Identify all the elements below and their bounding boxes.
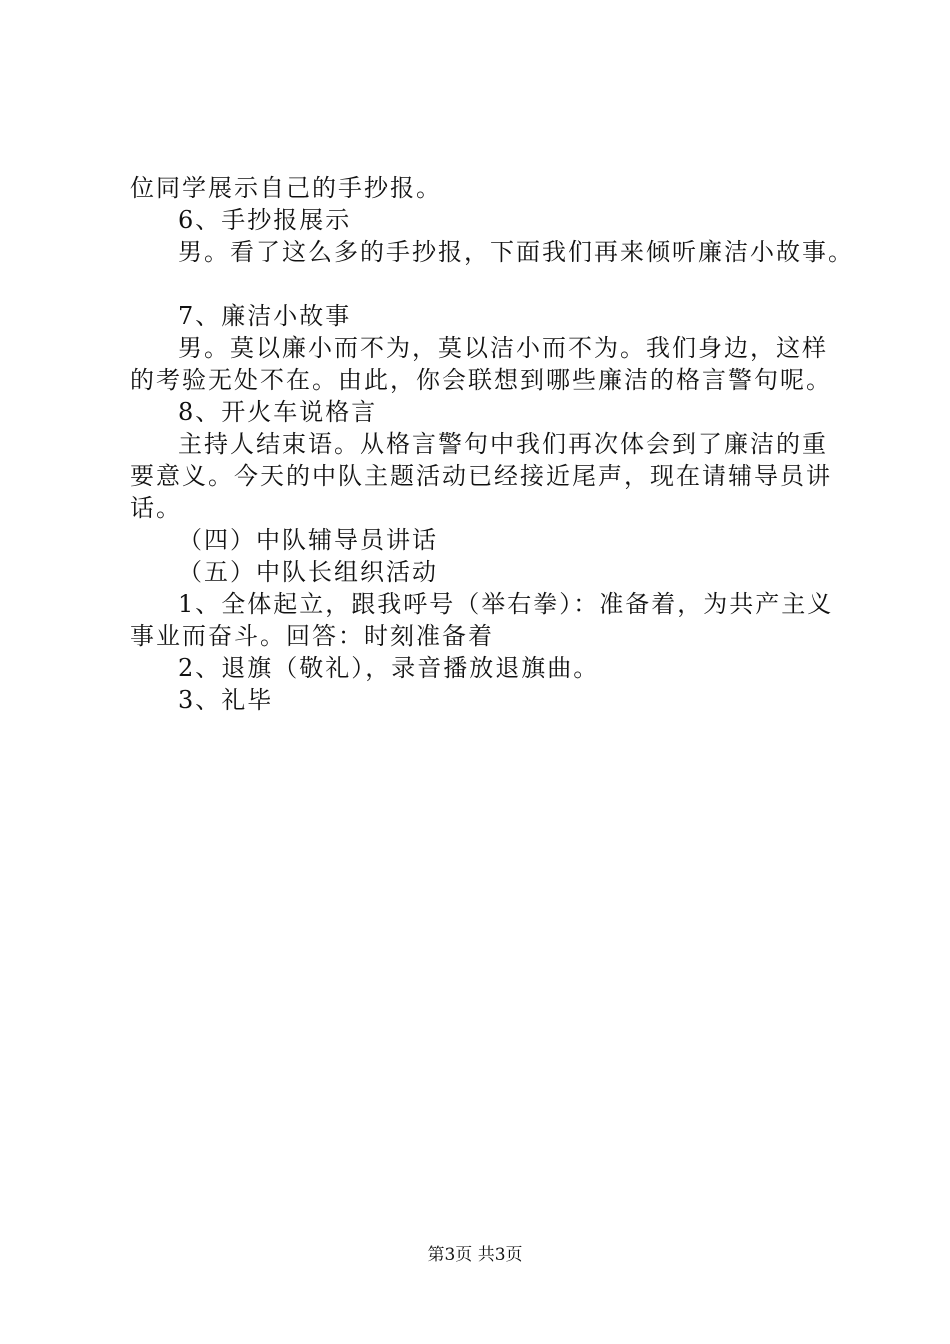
text-line-17: 3、礼毕 [178,686,274,714]
text-line-11: 话。 [130,494,182,522]
text-line-16: 2、退旗（敬礼），录音播放退旗曲。 [178,654,600,682]
text-line-2: 6、手抄报展示 [178,206,352,234]
blank-line [130,268,835,300]
text-line-10: 要意义。今天的中队主题活动已经接近尾声，现在请辅导员讲 [130,462,832,490]
text-line-5: 7、廉洁小故事 [178,302,352,330]
text-line-9: 主持人结束语。从格言警句中我们再次体会到了廉洁的重 [178,430,828,458]
text-line-6: 男。莫以廉小而不为，莫以洁小而不为。我们身边，这样 [178,334,828,362]
text-line-13: （五）中队长组织活动 [178,558,438,586]
text-line-7: 的考验无处不在。由此，你会联想到哪些廉洁的格言警句呢。 [130,366,832,394]
document-body [130,172,854,716]
text-line-8: 8、开火车说格言 [178,398,378,426]
page-number-footer: 第3页 共3页 [427,1245,523,1265]
text-line-1: 位同学展示自己的手抄报。 [130,174,442,202]
text-line-15: 事业而奋斗。回答：时刻准备着 [130,622,494,650]
text-line-12: （四）中队辅导员讲话 [178,526,438,554]
text-line-14: 1、全体起立，跟我呼号（举右拳）：准备着，为共产主义 [178,590,834,618]
text-line-3: 男。看了这么多的手抄报，下面我们再来倾听廉洁小故事。 [178,238,854,266]
